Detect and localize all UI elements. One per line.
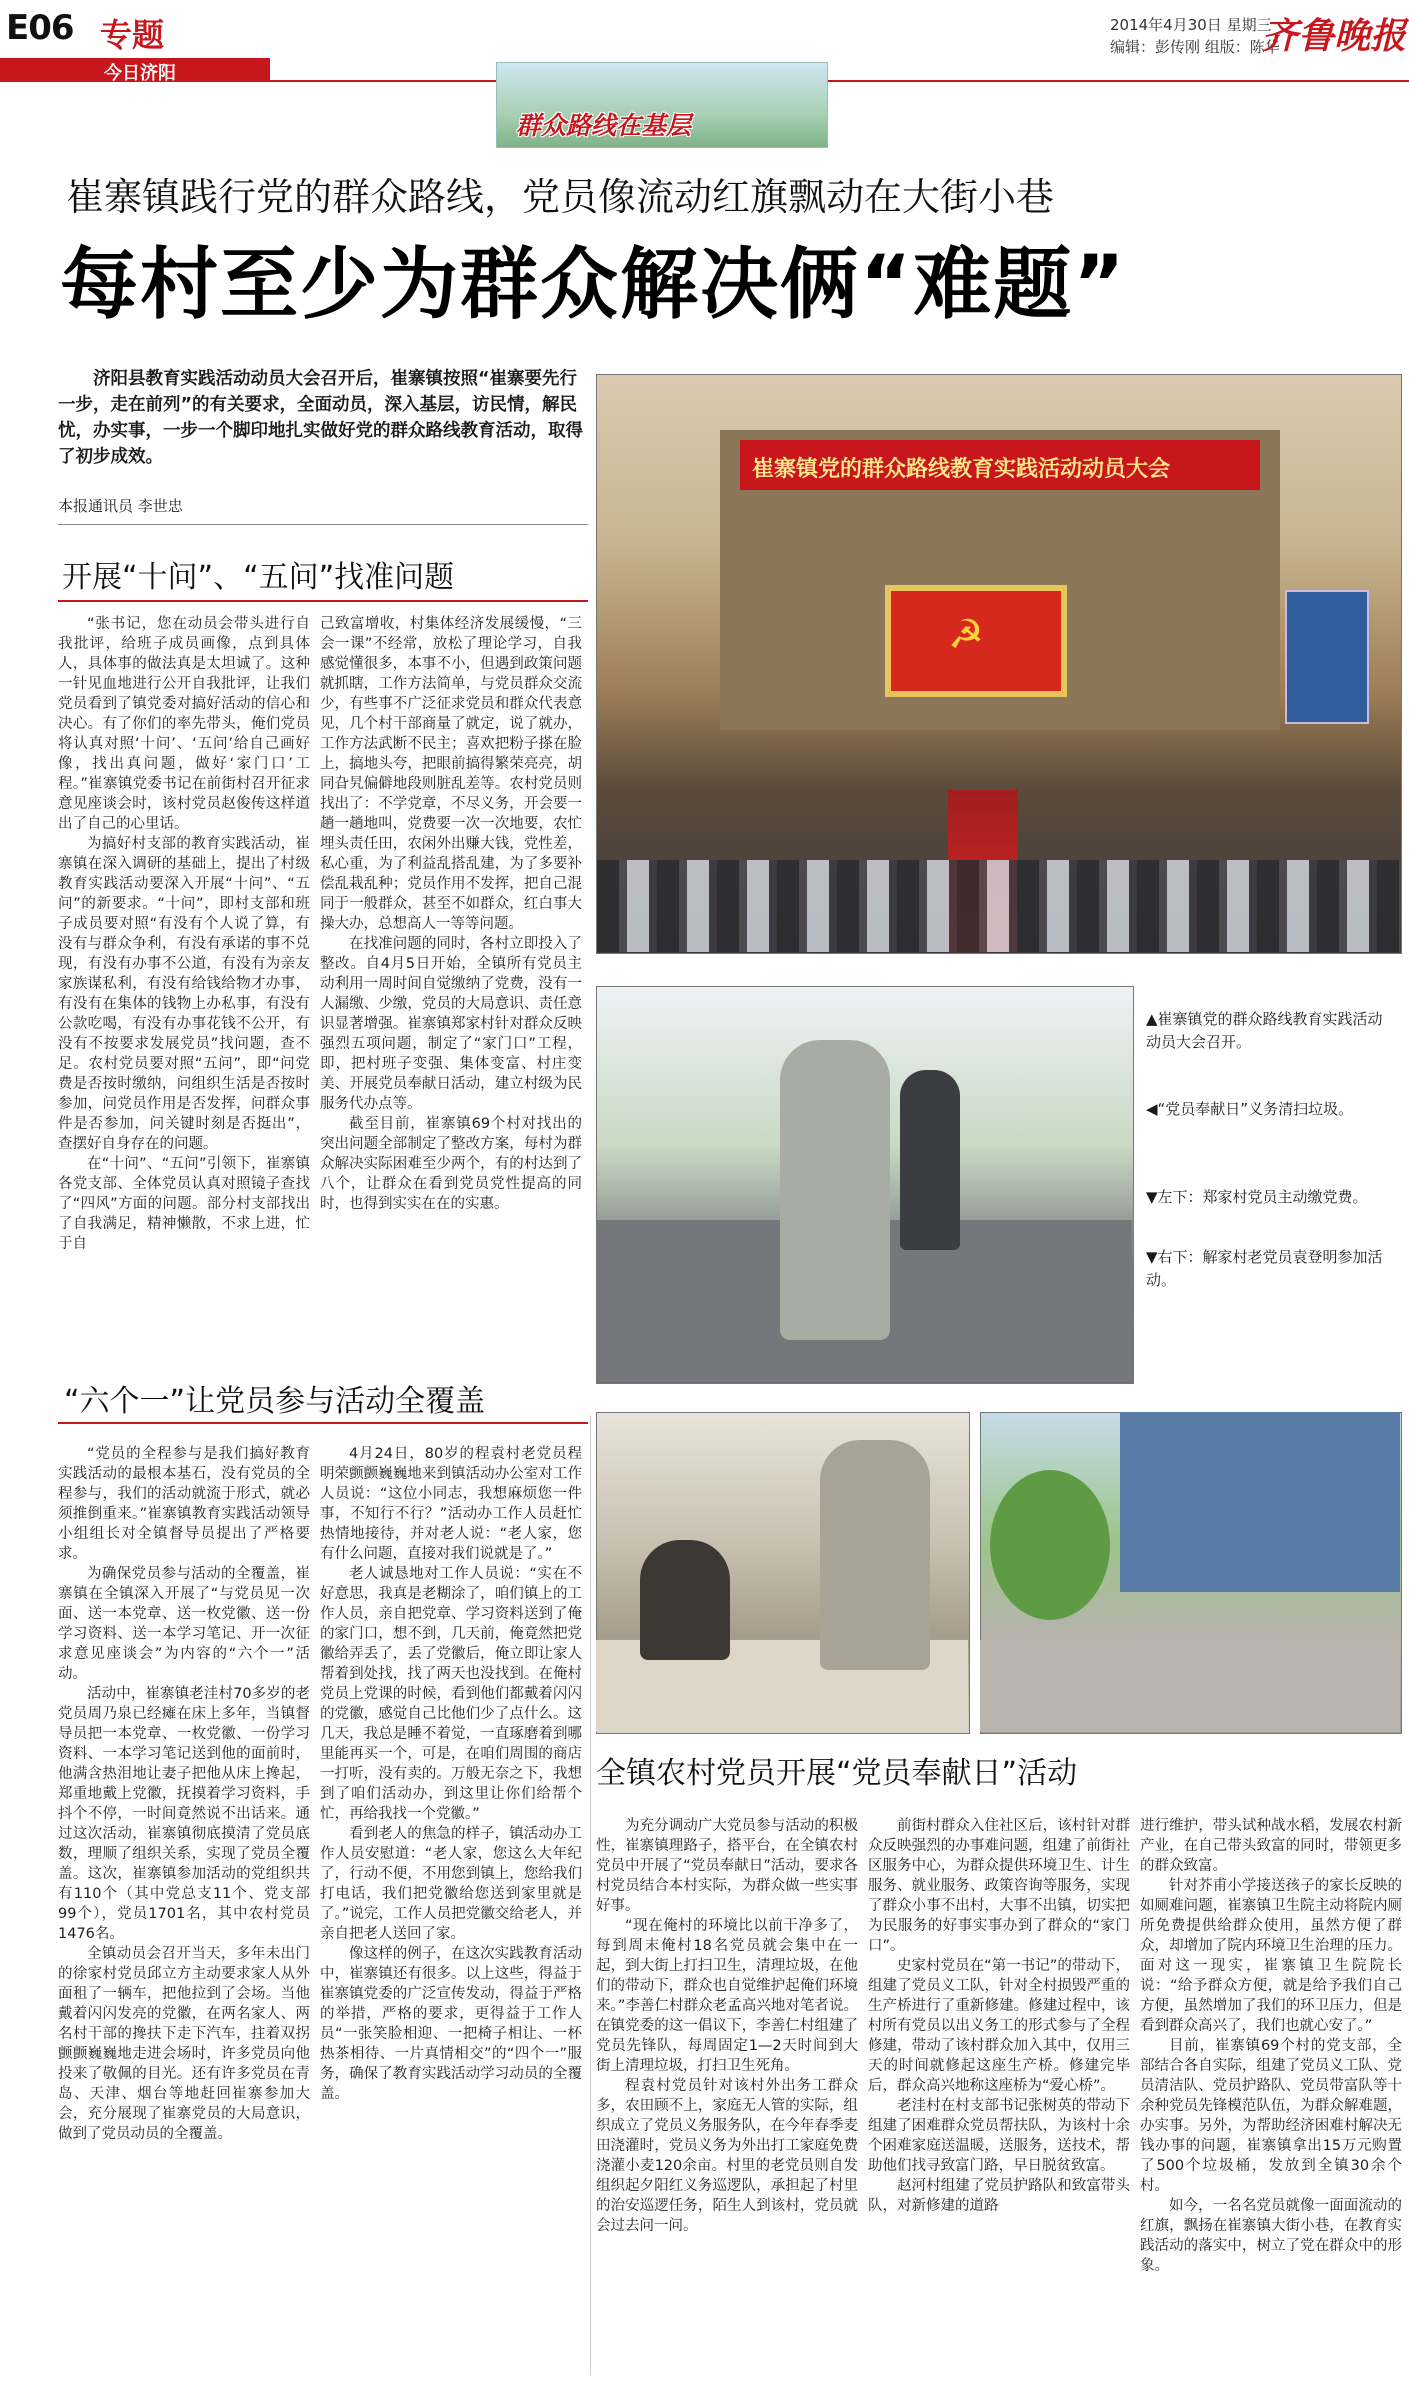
section-title: 专题 (100, 16, 165, 54)
s1-column-a (58, 614, 310, 1369)
paragraph: 像这样的例子，在这次实践教育活动中，崔寨镇还有很多。以上这些，得益于崔寨镇党委的广泛宣传发动，得益于严格的举措，严格的要求，更得益于工作人员“一张笑脸相迎、一把椅子相让、一杯热茶相待、一片真情相交”的“四个一”服务，确保了教育实践活动学习动员的全覆盖。 (320, 1946, 582, 2102)
tree (990, 1470, 1110, 1620)
subsection-label: 今日济阳 (104, 63, 176, 84)
header-rule (270, 80, 1409, 82)
stage-side-board (1285, 590, 1369, 724)
paragraph: 4月24日，80岁的程袁村老党员程明荣颤颤巍巍地来到镇活动办公室对工作人员说：“这位小同志，我想麻烦您一件事，不知行不行？”活动办工作人员赶忙热情地接待，并对老人说：“老人家，您有什么问题，直接对我们说就是了。” (320, 1446, 582, 1562)
s1-column-b (320, 614, 582, 1369)
seated-official (640, 1540, 730, 1660)
section-heading-3: 全镇农村党员开展“党员奉献日”活动 (596, 1756, 1078, 1791)
paragraph: 为确保党员参与活动的全覆盖，崔寨镇在全镇深入开展了“与党员见一次面、送一本党章、送一枚党徽、送一份学习资料、送一本学习笔记、开一次征求意见座谈会”为内容的“六个一”活动。 (58, 1566, 310, 1682)
plaza-ground (980, 1640, 1400, 1732)
s2-column-b (320, 1444, 582, 2364)
shoveling-man (900, 1070, 960, 1250)
paragraph: 进行维护，带头试种战水稻，发展农村新产业，在自己带头致富的同时，带领更多的群众致富。 (1140, 1818, 1402, 1874)
section-rule-1 (58, 600, 588, 602)
caption-sweeping: ◀“党员奉献日”义务清扫垃圾。 (1146, 1100, 1354, 1118)
byline-rule (58, 524, 588, 525)
newspaper-logo: 齐鲁晚报 (1262, 15, 1407, 57)
paragraph: 老洼村在村支部书记张树英的带动下组建了困难群众党员帮扶队，为该村十余个困难家庭送温暖，送服务，送技术，帮助他们找寻致富门路，早日脱贫致富。 (868, 2098, 1130, 2174)
paragraph: 己致富增收，村集体经济发展缓慢，“三会一课”不经常，放松了理论学习，自我感觉懂很多，本事不小，但遇到政策问题就抓瞎，工作方法简单，与党员群众交流少，有些事不广泛征求党员和群众代表意见，几个村干部商量了就定，说了就办，工作方法武断不民主；喜欢把粉子搽在脸上，搞地头夸，把眼前搞得繁荣亮亮，胡同旮旯偏僻地段则脏乱差等。农村党员则找出了：不学党章，不尽义务，开会要一趟一趟地叫，党费要一次一次地要，农忙埋头责任田，农闲外出赚大钱，党性差，私心重，为了利益乱搭乱建，为了多要补偿乱栽乱种；党员作用不发挥，把自己混同于一般群众，甚至不如群众，红白事大操大办，总想高人一等等问题。 (320, 616, 582, 932)
paragraph: 在“十问”、“五问”引领下，崔寨镇各党支部、全体党员认真对照镜子查找了“四风”方面的问题。部分村支部找出了自我满足，精神懒散，不求上进，忙于自 (58, 1156, 310, 1252)
lead-paragraph: 济阳县教育实践活动动员大会召开后，崔寨镇按照“崔寨要先行一步，走在前列”的有关要求，全面动员，深入基层，访民情，解民忧，办实事，一步一个脚印地扎实做好党的群众路线教育活动，取得了初步成效。 (58, 369, 583, 467)
paragraph: “张书记，您在动员会带头进行自我批评，给班子成员画像，点到具体人，具体事的做法真是太坦诚了。这种一针见血地进行公开自我批评，让我们党员看到了镇党委对搞好活动的信心和决心。有了你们的率先带头，俺们党员将认真对照‘十问’、‘五问’给自己画好像，找出真问题，做好‘家门口’工程。”崔寨镇党委书记在前街村召开征求意见座谈会时，该村党员赵俊传这样道出了自己的心里话。 (58, 616, 310, 832)
editor-credits: 编辑：彭传刚 组版：陈华 (1110, 38, 1280, 56)
section-rule-2 (58, 1422, 588, 1424)
s3-column-c (1140, 1816, 1402, 2368)
meeting-banner-text: 崔寨镇党的群众路线教育实践活动动员大会 (752, 457, 1171, 482)
paragraph: 程袁村党员针对该村外出务工群众多，农田顾不上，家庭无人管的实际，组织成立了党员义务服务队，在今年春季麦田浇灌时，党员义务为外出打工家庭免费浇灌小麦120余亩。村里的老党员则自发组织起夕阳红义务巡逻队，承担起了村里的治安巡逻任务，陌生人到该村，党员就会过去问一问。 (596, 2078, 858, 2234)
issue-date: 2014年4月30日 星期三 (1110, 16, 1272, 34)
party-emblem-icon: ☭ (948, 612, 984, 658)
paragraph: 目前，崔寨镇69个村的党支部，全部结合各自实际，组建了党员义工队、党员清洁队、党员护路队、党员带富队等十余种党员先锋模范队伍，为群众解难题，办实事。另外，为帮助经济困难村解决无钱办事的问题，崔寨镇拿出15万元购置了500个垃圾桶，发放到全镇30余个村。 (1140, 2038, 1402, 2194)
audience-crowd (597, 860, 1400, 952)
paragraph: 为搞好村支部的教育实践活动，崔寨镇在深入调研的基础上，提出了村级教育实践活动要深入开展“十问”、“五问”的新要求。“十问”，即村支部和班子成员要对照“有没有个人说了算，有没有与群众争利，有没有承诺的事不兑现，有没有办事不公道，有没有为亲友家族谋私利，有没有给钱给物才办事，有没有在集体的钱物上办私事，有没有公款吃喝，有没有办事花钱不公开，有没有不按要求发展党员”找问题，查不足。农村党员要对照“五问”，即“问党费是否按时缴纳，问组织生活是否按时参加，问党员作用是否发挥，问群众事件是否参加，问关键时刻是否挺出”，查摆好自身存在的问题。 (58, 836, 310, 1152)
standing-member (820, 1440, 930, 1670)
page-number: E06 (6, 8, 74, 48)
paragraph: 活动中，崔寨镇老洼村70多岁的老党员周乃泉已经瘫在床上多年，当镇督导员把一本党章、一枚党徽、一份学习资料、一本学习笔记送到他的面前时，他满含热泪地让妻子把他从床上搀起，郑重地戴上党徽，抚摸着学习资料，手抖个不停，一时间竟然说不出话来。通过这次活动，崔寨镇彻底摸清了党员底数，理顺了组织关系，实现了党员全覆盖。这次，崔寨镇参加活动的党组织共有110个（其中党总支11个、党支部99个），党员1701名，其中农村党员1476名。 (58, 1686, 310, 1942)
paragraph: 赵河村组建了党员护路队和致富带头队，对新修建的道路 (868, 2178, 1130, 2214)
sweeping-man (780, 1040, 890, 1340)
paragraph: 为充分调动广大党员参与活动的积极性，崔寨镇理路子，搭平台，在全镇农村党员中开展了“党员奉献日”活动，要求各村党员结合本村实际，为群众做一些实事好事。 (596, 1818, 858, 1914)
caption-left-bottom: ▼左下：郑家村党员主动缴党费。 (1146, 1188, 1368, 1206)
subheadline: 崔寨镇践行党的群众路线，党员像流动红旗飘动在大街小巷 (66, 175, 1055, 219)
byline: 本报通讯员 李世忠 (58, 497, 183, 515)
caption-right-bottom: ▼右下：解家村老党员袁登明参加活动。 (1146, 1248, 1383, 1289)
s3-column-a (596, 1816, 858, 2368)
paragraph: 史家村党员在“第一书记”的带动下，组建了党员义工队，针对全村损毁严重的生产桥进行了重新修建。修建过程中，该村所有党员以出义务工的形式参与了全程修建，带动了该村群众加入其中，仅用三天的时间就修起这座生产桥。修建完毕后，群众高兴地称这座桥为“爱心桥”。 (868, 1958, 1130, 2094)
column-divider (590, 1415, 591, 2375)
building-facade (1120, 1412, 1400, 1592)
paragraph: 前街村群众入住社区后，该村针对群众反映强烈的办事难问题，组建了前街社区服务中心，为群众提供环境卫生、计生服务、就业服务、政策咨询等服务，实现了群众小事不出村，大事不出镇，切实把为民服务的好事实事办到了群众的“家门口”。 (868, 1818, 1130, 1954)
paragraph: 全镇动员会召开当天，多年未出门的徐家村党员邱立方主动要求家人从外面租了一辆车，把他拉到了会场。当他戴着闪闪发亮的党徽，在两名家人、两名村干部的搀扶下走下汽车，拄着双拐颤颤巍巍地走进会场时，许多党员向他投来了敬佩的目光。还有许多党员在青岛、天津、烟台等地赶回崔寨参加大会，充分展现了崔寨党员的大局意识，做到了党员动员的全覆盖。 (58, 1946, 310, 2142)
paragraph: “现在俺村的环境比以前干净多了，每到周末俺村18名党员就会集中在一起，到大街上打扫卫生，清理垃圾，在他们的带动下，群众也自觉维护起俺们环境来。”李善仁村群众老孟高兴地对笔者说。在镇党委的这一倡议下，李善仁村组建了党员先锋队，每周固定1—2天时间到大街上清理垃圾，打扫卫生死角。 (596, 1918, 858, 2074)
column-banner-text: 群众路线在基层 (516, 111, 692, 140)
s3-column-b (868, 1816, 1130, 2368)
paragraph: 截至目前，崔寨镇69个村对找出的突出问题全部制定了整改方案，每村为群众解决实际困难至少两个，有的村达到了八个，让群众在看到党员党性提高的同时，也得到实实在在的实惠。 (320, 1116, 582, 1212)
caption-meeting: ▲崔寨镇党的群众路线教育实践活动动员大会召开。 (1146, 1010, 1383, 1051)
section-heading-1: 开展“十问”、“五问”找准问题 (62, 560, 455, 595)
s2-column-a (58, 1444, 310, 2364)
paragraph: 针对芥甫小学接送孩子的家长反映的如厕难问题，崔寨镇卫生院主动将院内厕所免费提供给群众使用，虽然方便了群众，却增加了院内环境卫生治理的压力。面对这一现实，崔寨镇卫生院院长说：“给予群众方便，就是给予我们自己方便，虽然增加了我们的环卫压力，但是看到群众高兴了，我们也就心安了。” (1140, 1878, 1402, 2034)
paragraph: “党员的全程参与是我们搞好教育实践活动的最根本基石，没有党员的全程参与，我们的活动就流于形式，就必须推倒重来。”崔寨镇教育实践活动领导小组组长对全镇督导员提出了严格要求。 (58, 1446, 310, 1562)
paragraph: 在找准问题的同时，各村立即投入了整改。自4月5日开始，全镇所有党员主动利用一周时间自觉缴纳了党费，没有一人漏缴、少缴，党员的大局意识、责任意识显著增强。崔寨镇郑家村针对群众反映强烈五项问题，制定了“家门口”工程，即，把村班子变强、集体变富、村庄变美、开展党员奉献日活动，建立村级为民服务代办点等。 (320, 936, 582, 1112)
paragraph: 看到老人的焦急的样子，镇活动办工作人员安慰道：“老人家，您这么大年纪了，行动不便，不用您到镇上，您给我们打电话，我们把党徽给您送到家里就是了。”说完，工作人员把党徽交给老人，并亲自把老人送回了家。 (320, 1826, 582, 1942)
paragraph: 老人诚恳地对工作人员说：“实在不好意思，我真是老糊涂了，咱们镇上的工作人员，亲自把党章、学习资料送到了俺的家门口，想不到，几天前，俺竟然把党徽给弄丢了，丢了党徽后，俺立即让家人帮着到处找，找了两天也没找到。在俺村党员上党课的时候，看到他们都戴着闪闪的党徽，感觉自己比他们少了点什么。这几天，我总是睡不着觉，一直琢磨着到哪里能再买一个，可是，在咱们周围的商店一打听，没有卖的。万般无奈之下，我想到了咱们活动办，到这里让你们给帮个忙，再给我找一个党徽。” (320, 1566, 582, 1822)
paragraph: 如今，一名名党员就像一面面流动的红旗，飘扬在崔寨镇大街小巷，在教育实践活动的落实中，树立了党在群众中的形象。 (1140, 2198, 1402, 2274)
section-heading-2: “六个一”让党员参与活动全覆盖 (64, 1384, 486, 1419)
headline: 每村至少为群众解决俩“难题” (60, 240, 1127, 330)
